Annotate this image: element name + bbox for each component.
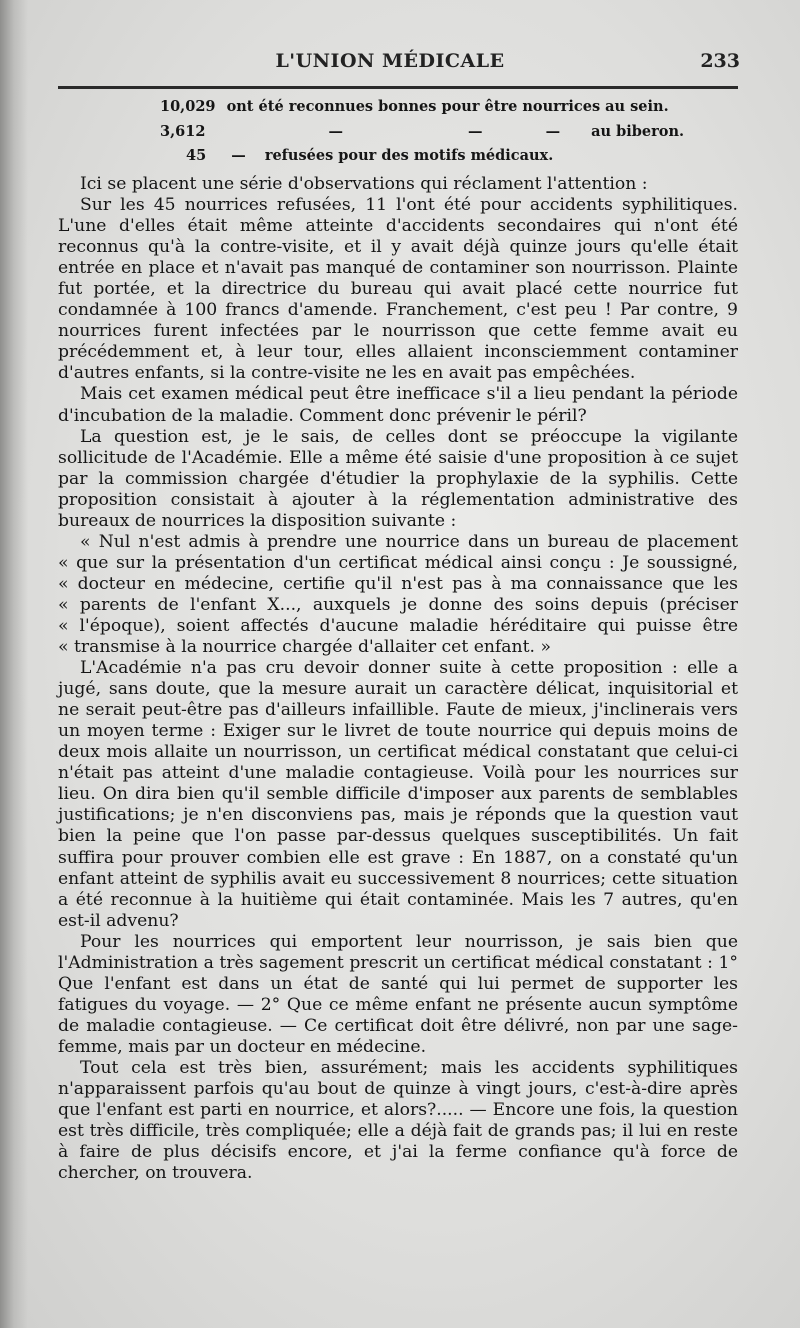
- paragraph: Mais cet examen médical peut être inefficace s'il a lieu pendant la période d'incubation de la maladie. Comment donc prévenir le péril?: [58, 384, 738, 426]
- article-body: [58, 174, 738, 1184]
- quote-line: « parents de l'enfant X..., auxquels je donne des soins depuis (préciser: [58, 594, 738, 615]
- paragraph: Tout cela est très bien, assurément; mais les accidents syphilitiques n'apparaissent parfois qu'au bout de quinze à vingt jours, c'est-à-dire après que l'enfant est parti en nourrice, et alors?..... — Encore une fois, la question est très difficile, très compliquée; elle a déjà fait de grands pas; il lui en reste à faire de plus décisifs encore, et j'ai la ferme confiance qu'à force de chercher, on trouvera.: [58, 1057, 738, 1184]
- quote-line: « que sur la présentation d'un certificat médical ainsi conçu : Je soussigné,: [58, 552, 738, 573]
- quoted-proposition: [58, 532, 738, 658]
- stat-line-3: [186, 147, 553, 164]
- running-header: [40, 50, 740, 78]
- paragraph: L'Académie n'a pas cru devoir donner suite à cette proposition : elle a jugé, sans doute, que la mesure aurait un caractère délicat, inquisitorial et ne serait peut-être pas d'ailleurs infaillible. Faute de mieux, j'inclinerais vers un moyen terme : Exiger sur le livret de toute nourrice qui depuis moins de deux mois allaite un nourrisson, un certificat médical constatant que celui-ci n'était pas atteint d'une maladie contagieuse. Voilà pour les nourrices sur lieu. On dira bien qu'il semble difficile d'imposer aux parents de semblables justifications; je n'en disconviens pas, mais je réponds que la question vaut bien la peine que l'on passe par-dessus quelques susceptibilités. Un fait suffira pour prouver combien elle est grave : En 1887, on a constaté qu'un enfant atteint de syphilis avait eu successivement 8 nourrices; cette situation a été reconnue à la huitième qui était contaminée. Mais les 7 autres, qu'en est-il advenu?: [58, 658, 738, 931]
- paragraph: La question est, je le sais, de celles dont se préoccupe la vigilante sollicitude de l'Académie. Elle a même été saisie d'une proposition à ce sujet par la commission chargée d'étudier la prophylaxie de la syphilis. Cette proposition consistait à ajouter à la réglementation administrative des bureaux de nourrices la disposition suivante :: [58, 426, 738, 531]
- quote-line: « transmise à la nourrice chargée d'allaiter cet enfant. »: [58, 637, 551, 658]
- paragraph: Sur les 45 nourrices refusées, 11 l'ont été pour accidents syphilitiques. L'une d'elles était même atteinte d'accidents secondaires qui n'ont été reconnus qu'à la contre-visite, et il y avait déjà quinze jours qu'elle était entrée en place et n'avait pas manqué de contaminer son nourrisson. Plainte fut portée, et la directrice du bureau qui avait placé cette nourrice fut condamnée à 100 francs d'amende. Franchement, c'est peu ! Par contre, 9 nourrices furent infectées par le nourrisson que cette femme avait eu précédemment et, à leur tour, elles allaient inconsciemment contaminer d'autres enfants, si la contre-visite ne les en avait pas empêchées.: [58, 195, 738, 384]
- stat-dash: —: [328, 123, 343, 140]
- stat-line-2: [160, 123, 684, 140]
- stat-text: ont été reconnues bonnes pour être nourrices au sein.: [226, 98, 669, 115]
- stat-count: 3,612: [160, 123, 206, 140]
- journal-title: L'UNION MÉDICALE: [275, 50, 505, 72]
- stat-count: 10,029: [160, 98, 216, 115]
- quote-line: « docteur en médecine, certifie qu'il n'est pas à ma connaissance que les: [58, 573, 738, 594]
- quote-line: « l'époque), soient affectés d'aucune maladie héréditaire qui puisse être: [58, 615, 738, 636]
- page-number: 233: [700, 50, 740, 72]
- stat-dash: —: [468, 123, 483, 140]
- paragraph: Ici se placent une série d'observations qui réclament l'attention :: [80, 174, 648, 194]
- stat-dash: —: [231, 147, 246, 164]
- paragraph: Pour les nourrices qui emportent leur nourrisson, je sais bien que l'Administration a très sagement prescrit un certificat médical constatant : 1° Que l'enfant est dans un état de santé qui lui permet de supporter les fatigues du voyage. — 2° Que ce même enfant ne présente aucun symptôme de maladie contagieuse. — Ce certificat doit être délivré, non par une sage-femme, mais par un docteur en médecine.: [58, 931, 738, 1057]
- page-edge-shadow: [0, 0, 28, 1328]
- header-rule: [58, 86, 738, 89]
- stat-dash: —: [545, 123, 561, 140]
- quote-line: « Nul n'est admis à prendre une nourrice dans un bureau de placement: [80, 531, 738, 552]
- stat-text: au biberon.: [591, 123, 685, 140]
- stat-text: refusées pour des motifs médicaux.: [264, 147, 554, 164]
- stat-line-1: [160, 98, 669, 115]
- stat-count: 45: [186, 147, 207, 164]
